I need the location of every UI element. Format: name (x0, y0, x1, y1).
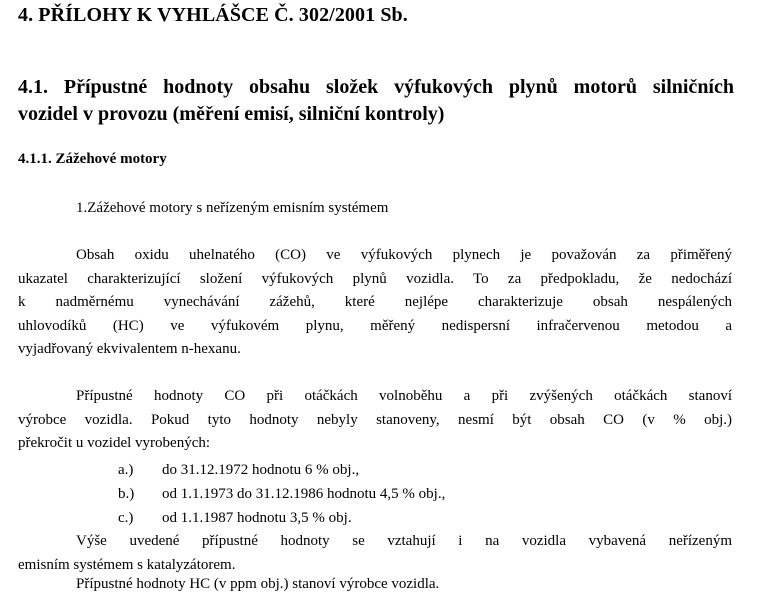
list-marker: b.) (118, 486, 135, 502)
paragraph-line: překročit u vozidel vyrobených: (18, 435, 211, 452)
paragraph-hc-limits: Přípustné hodnoty HC (v ppm obj.) stanoví výrobce vozidla. (76, 576, 440, 592)
subsection-title-line-2: vozidel v provozu (měření emisí, silniční kontroly) (18, 103, 445, 125)
list-marker: c.) (118, 510, 134, 526)
paragraph-line: Přípustné hodnoty CO při otáčkách volnoběhu a při zvýšených otáčkách stanoví (76, 388, 732, 404)
paragraph-line: vyjadřovaný ekvivalentem n-hexanu. (18, 341, 241, 358)
list-item (118, 482, 445, 506)
paragraph-line: uhlovodíků (HC) ve výfukovém plynu, měřený nedispersní infračervenou metodou a (18, 317, 732, 334)
paragraph-line: emisním systémem s katalyzátorem. (18, 556, 236, 573)
paragraph-co-indicator (18, 244, 732, 362)
list-item-text: od 1.1.1987 hodnotu 3,5 % obj. (162, 510, 352, 526)
subsubsection-title: 4.1.1. Zážehové motory (18, 151, 167, 167)
paragraph-line: k nadměrnému vynechávání zážehů, které nejlépe charakterizuje obsah nespálených (18, 294, 732, 311)
paragraph-line: Výše uvedené přípustné hodnoty se vztahují i na vozidla vybavená neřízeným (76, 533, 732, 549)
co-limits-list (118, 458, 445, 530)
paragraph-line: ukazatel charakterizující složení výfukových plynů vozidla. To za předpokladu, že nedochází (18, 270, 732, 287)
paragraph-line: výrobce vozidla. Pokud tyto hodnoty nebyly stanoveny, nesmí být obsah CO (v % obj.) (18, 411, 732, 428)
subheading: 1.Zážehové motory s neřízeným emisním systémem (76, 200, 389, 216)
subsection-title (18, 74, 734, 128)
list-item (118, 458, 445, 482)
list-item-text: od 1.1.1973 do 31.12.1986 hodnotu 4,5 % obj., (162, 486, 446, 502)
section-title: 4. PŘÍLOHY K VYHLÁŠCE Č. 302/2001 Sb. (18, 4, 408, 26)
subsection-title-line-1: 4.1. Přípustné hodnoty obsahu složek výfukových plynů motorů silničních (18, 76, 734, 98)
list-marker: a.) (118, 462, 134, 478)
list-item-text: do 31.12.1972 hodnotu 6 % obj., (162, 462, 360, 478)
paragraph-co-limits (18, 385, 732, 456)
paragraph-catalyst-note (18, 530, 732, 577)
paragraph-line: Obsah oxidu uhelnatého (CO) ve výfukových plynech je považován za přiměřený (76, 247, 732, 263)
list-item (118, 506, 445, 530)
